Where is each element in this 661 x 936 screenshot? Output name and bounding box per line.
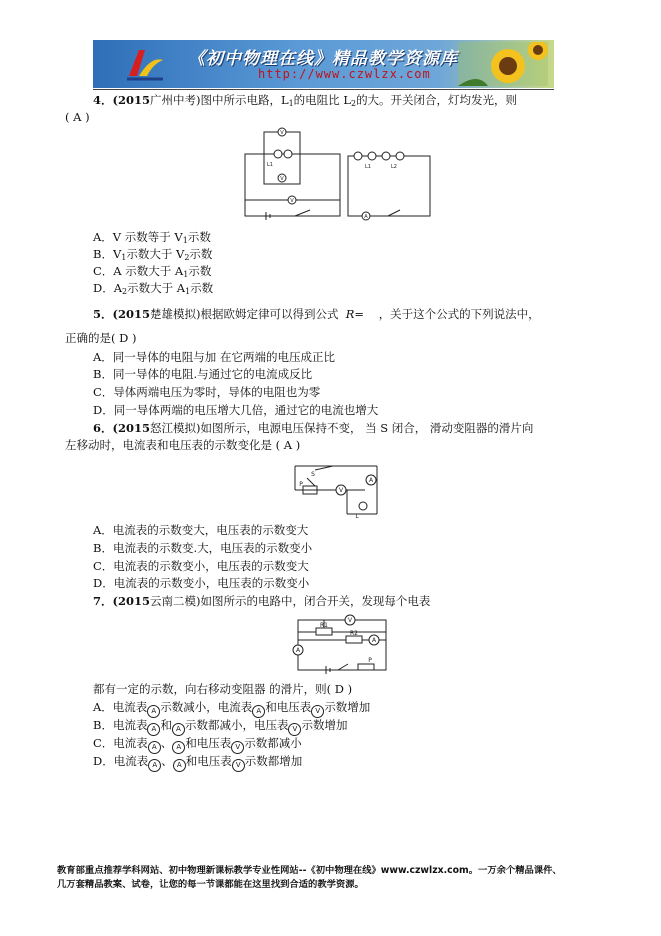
ammeter-icon: A — [172, 741, 185, 754]
q7-circuit-diagram — [286, 612, 396, 676]
q6-switch-label: S — [311, 471, 315, 478]
q7-r2-label: R2 — [350, 630, 358, 637]
q4-option-b: B．$V_1$示数大于 $V_2$示数 — [93, 247, 213, 262]
q5-option-b: B．同一导体的电阻.与通过它的电流成反比 — [93, 367, 313, 381]
footer-line-1: 教育部重点推荐学科网站、初中物理新课标教学专业性网站--《初中物理在线》www.czwlzx.com。一万余个精品课件、 — [57, 865, 562, 876]
ammeter-icon: A — [252, 705, 265, 718]
q7-stem: 7．(2015云南二模)如图所示的电路中，闭合开关，发现每个电表 — [93, 594, 431, 608]
q7-ammeter1-label: A — [295, 647, 301, 654]
q7-ammeter2-label: A — [371, 637, 377, 644]
ammeter-icon: A — [173, 759, 186, 772]
sunflower-icon — [458, 42, 548, 86]
q6-lamp-label: L — [355, 513, 359, 520]
voltmeter-icon: V — [311, 705, 324, 718]
q4-voltmeter-label: V — [280, 130, 284, 136]
footer-line-2: 几万套精品教案、试卷，让您的每一节课都能在这里找到合适的教学资源。 — [57, 879, 364, 890]
ammeter-icon: A — [147, 705, 160, 718]
q6-slider-label: P — [299, 481, 303, 488]
q4-stem: 4．(2015广州中考)图中所示电路，$L_1$的电阻比 $L_2$的大。开关闭合，灯均发光，则 — [93, 93, 518, 108]
header-title: 《初中物理在线》精品教学资源库 — [188, 49, 458, 69]
q6-option-a: A．电流表的示数变大，电压表的示数变大 — [93, 523, 309, 537]
q7-r1-label: R1 — [320, 622, 328, 629]
header-url[interactable]: http://www.czwlzx.com — [258, 67, 431, 81]
ammeter-icon: A — [172, 723, 185, 736]
q4-answer: ( A ) — [65, 110, 90, 124]
q5-option-c: C．导体两端电压为零时，导体的电阻也为零 — [93, 385, 321, 399]
ammeter-icon: A — [147, 723, 160, 736]
q4-option-d: D．$A_2$示数大于 $A_1$示数 — [93, 281, 214, 296]
q7-option-d: D．电流表 A 、 A 和电压表 V 示数都增加 — [93, 753, 302, 772]
q4-l1-label: L1 — [267, 162, 273, 168]
q4-ammeter-label: A — [364, 214, 368, 220]
q4-voltmeter-label-3: V — [290, 198, 294, 204]
header-banner — [93, 40, 554, 88]
q4-l1b-label: L1 — [365, 164, 371, 170]
q5-answer-line: 正确的是( D ) — [65, 331, 137, 345]
q5-stem: 5．(2015楚雄模拟)根据欧姆定律可以得到公式 R= ，关于这个公式的下列说法中， — [93, 307, 540, 321]
voltmeter-icon: V — [288, 723, 301, 736]
q6-ammeter-label: A — [368, 477, 374, 484]
q6-answer-line: 左移动时，电流表和电压表的示数变化是 ( A ) — [65, 438, 301, 452]
q6-option-b: B．电流表的示数变.大，电压表的示数变小 — [93, 541, 313, 555]
voltmeter-icon: V — [231, 741, 244, 754]
q4-option-a: A．V 示数等于 $V_1$示数 — [93, 230, 211, 245]
ammeter-icon: A — [148, 741, 161, 754]
q7-voltmeter-label: V — [347, 617, 353, 624]
q6-stem: 6．(2015怒江模拟)如图所示，电源电压保持不变， 当 S 闭合， 滑动变阻器的滑片向 — [93, 421, 534, 435]
q4-option-c: C．A 示数大于 $A_1$示数 — [93, 264, 212, 279]
q7-option-b: B．电流表 A 和 A 示数都减小，电压表 V 示数增加 — [93, 717, 347, 736]
q4-circuit-diagram — [240, 126, 440, 222]
q7-option-c: C．电流表 A 、 A 和电压表 V 示数都减小 — [93, 735, 302, 754]
ammeter-icon: A — [148, 759, 161, 772]
q5-option-d: D．同一导体两端的电压增大几倍，通过它的电流也增大 — [93, 403, 379, 417]
q5-option-a: A．同一导体的电阻与加 在它两端的电压成正比 — [93, 350, 335, 364]
q4-voltmeter-label-2: V — [280, 176, 284, 182]
q6-option-c: C．电流表的示数变小，电压表的示数变大 — [93, 559, 309, 573]
site-logo-icon — [125, 46, 165, 82]
q7-option-a: A．电流表 A 示数减小，电流表 A 和电压表 V 示数增加 — [93, 699, 370, 718]
q6-option-d: D．电流表的示数变小，电压表的示数变小 — [93, 576, 310, 590]
page-footer — [57, 864, 617, 892]
q4-l2-label: L2 — [391, 164, 397, 170]
q7-slider-label: P — [368, 657, 372, 664]
q7-answer-line: 都有一定的示数，向右移动变阻器 的滑片，则( D ) — [93, 682, 353, 696]
q6-circuit-diagram — [285, 458, 385, 520]
q6-voltmeter-label: V — [338, 487, 344, 494]
voltmeter-icon: V — [232, 759, 245, 772]
header-rule — [93, 89, 554, 90]
